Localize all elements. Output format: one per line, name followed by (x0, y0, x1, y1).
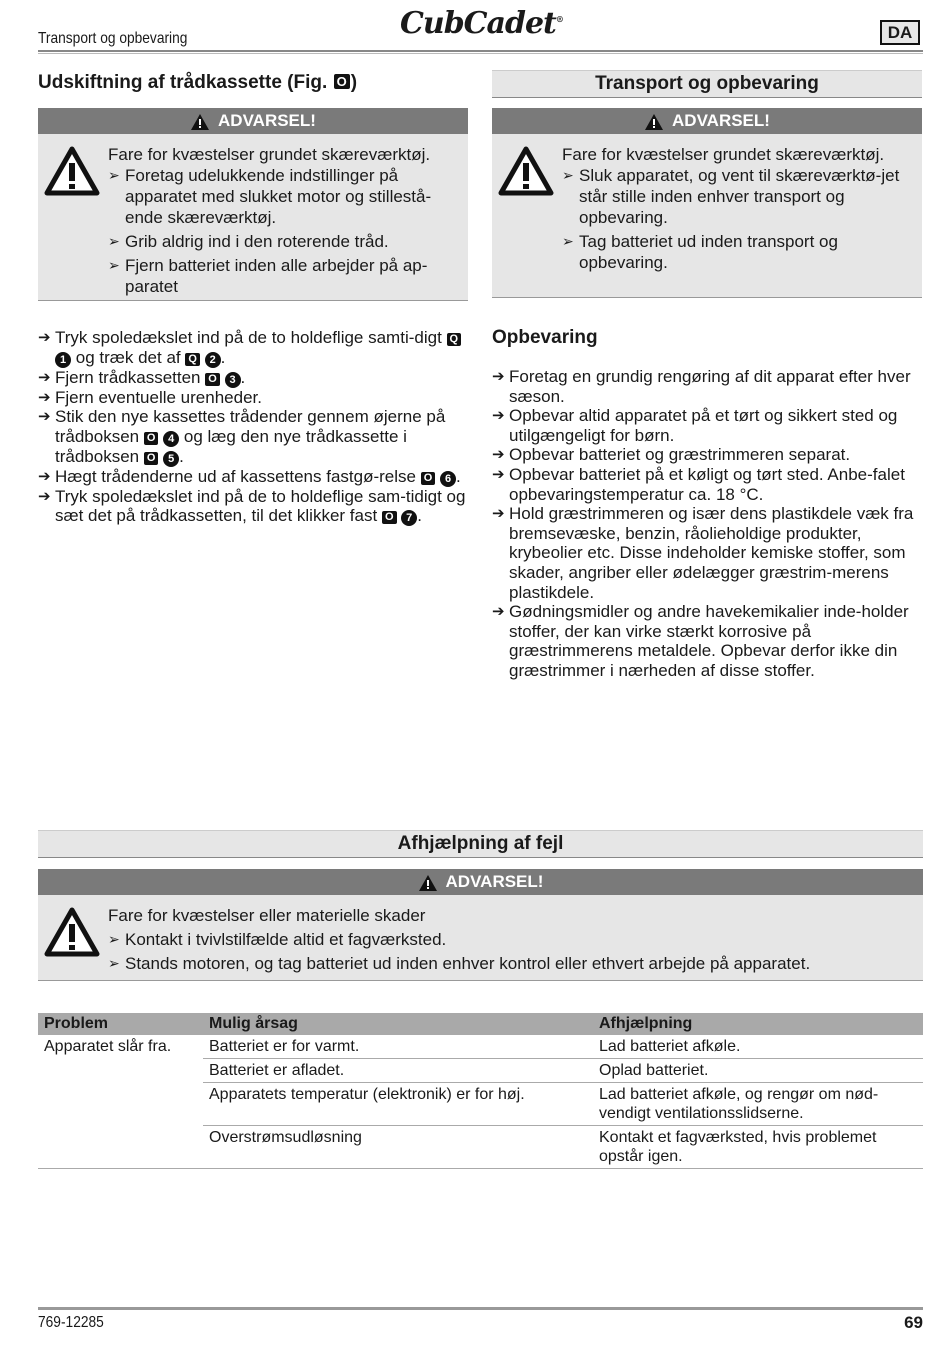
warning-header: ADVARSEL! (38, 869, 923, 895)
step-item: ➔ Tryk spoledækslet ind på de to holdeflige samti-digt Q 1 og træk det af Q 2 . (38, 328, 470, 368)
warning-box-troubleshooting (38, 869, 923, 981)
replacement-steps (38, 328, 470, 526)
fig-label: O (382, 511, 397, 524)
step-number: 4 (163, 431, 179, 447)
step-item: ➔ Tryk spoledækslet ind på de to holdeflige sam-tidigt og sæt det på trådkassetten, til det klikker fast O 7 . (38, 486, 466, 526)
step-number: 7 (401, 510, 417, 526)
header-divider (38, 50, 923, 52)
warning-box-left (38, 108, 468, 301)
step-number: 5 (163, 451, 179, 467)
column-header: Mulig årsag (203, 1013, 593, 1035)
remedy-cell: Oplad batteriet. (593, 1059, 923, 1083)
remedy-cell: Lad batteriet afkøle. (593, 1035, 923, 1059)
step-number: 3 (225, 372, 241, 388)
page-number: 69 (904, 1313, 923, 1332)
warning-triangle-icon (418, 874, 438, 892)
fig-label: O (144, 452, 159, 465)
storage-item: ➔ Opbevar batteriet på et køligt og tørt sted. Anbe-falet opbevaringstemperatur ca. 18 °C. (492, 464, 905, 504)
warning-header: ADVARSEL! (492, 108, 922, 134)
step-item: ➔ Hægt trådenderne ud af kassettens fastgø-relse O 6 . (38, 466, 461, 486)
section-title-troubleshooting: Afhjælpning af fejl (38, 830, 923, 858)
fig-label: O (334, 74, 350, 89)
brand-logo: CubCadet® (400, 6, 563, 41)
warning-triangle-icon (190, 113, 210, 131)
step-number: 2 (205, 352, 221, 368)
fig-label: Q (185, 353, 200, 366)
language-badge: DA (880, 20, 920, 45)
problem-cell: Apparatet slår fra. (38, 1035, 203, 1169)
warning-bullet: ➢ Grib aldrig ind i den roterende tråd. (108, 231, 462, 252)
warning-text: Fare for kvæstelser grundet skæreværktøj. ➢ Foretag udelukkende indstillinger på apparatet med slukket motor og stillestå-ende skæreværktøj. ➢ Grib aldrig ind i den roterende tråd. ➢ Fjern batteriet inden alle arbejder på ap-paratet (108, 144, 462, 297)
warning-bullet: ➢ Kontakt i tvivlstilfælde altid et fagværksted. (108, 929, 917, 950)
warning-bullet: ➢ Sluk apparatet, og vent til skæreværktø-jet står stille inden enhver transport og opbevaring. (562, 165, 916, 228)
warning-sign-icon (44, 907, 100, 957)
footer-divider (38, 1307, 923, 1310)
warning-bullet: ➢ Fjern batteriet inden alle arbejder på ap-paratet (108, 255, 462, 297)
column-header: Problem (38, 1013, 203, 1035)
warning-text: Fare for kvæstelser eller materielle skader ➢ Kontakt i tvivlstilfælde altid et fagværksted. ➢ Stands motoren, og tag batteriet ud inden enhver kontrol eller ethvert arbejde på apparatet. (108, 905, 917, 974)
warning-text: Fare for kvæstelser grundet skæreværktøj. ➢ Sluk apparatet, og vent til skæreværktø-jet står stille inden enhver transport og opbevaring. ➢ Tag batteriet ud inden transport og opbevaring. (562, 144, 916, 273)
document-number: 769-12285 (38, 1314, 104, 1331)
troubleshooting-table (38, 1013, 923, 1169)
storage-subheading: Opbevaring (492, 327, 598, 348)
cause-cell: Batteriet er for varmt. (203, 1035, 593, 1059)
storage-item: ➔ Foretag en grundig rengøring af dit apparat efter hver sæson. (492, 367, 911, 406)
storage-item: ➔ Opbevar altid apparatet på et tørt og sikkert sted og utilgængeligt for børn. (492, 406, 898, 445)
warning-box-right (492, 108, 922, 298)
cause-cell: Batteriet er afladet. (203, 1059, 593, 1083)
step-number: 1 (55, 352, 71, 368)
table-header-row (38, 1013, 923, 1035)
warning-bullet: ➢ Stands motoren, og tag batteriet ud inden enhver kontrol eller ethvert arbejde på apparatet. (108, 953, 917, 974)
remedy-cell: Lad batteriet afkøle, og rengør om nød-vendigt ventilationsslidserne. (593, 1083, 923, 1126)
fig-label: Q (447, 333, 462, 346)
warning-bullet: ➢ Foretag udelukkende indstillinger på apparatet med slukket motor og stillestå-ende skæreværktøj. (108, 165, 462, 228)
remedy-cell: Kontakt et fagværksted, hvis problemet opstår igen. (593, 1126, 923, 1169)
warning-sign-icon (44, 146, 100, 196)
step-item: ➔ Fjern eventuelle urenheder. (38, 387, 262, 407)
fig-label: O (205, 373, 220, 386)
column-header: Afhjælpning (593, 1013, 923, 1035)
cause-cell: Overstrømsudløsning (203, 1126, 593, 1169)
cause-cell: Apparatets temperatur (elektronik) er for høj. (203, 1083, 593, 1126)
warning-bullet: ➢ Tag batteriet ud inden transport og opbevaring. (562, 231, 916, 273)
storage-item: ➔ Hold græstrimmeren og især dens plastikdele væk fra bremsevæske, benzin, råolieholdige produkter, krybeolier etc. Disse indeholder kemiske stoffer, som skader, angriber eller ødelægger græstrim-merens plastikdele. (492, 504, 914, 602)
table-row (38, 1035, 923, 1059)
header-section-title: Transport og opbevaring (38, 30, 188, 47)
storage-item: ➔ Gødningsmidler og andre havekemikalier inde-holder stoffer, der kan virke stærkt korrosive på græstrimmerens metaldele. Opbevar derfor ikke din græstrimmer i nærheden af disse stoffer. (492, 602, 909, 680)
step-item: ➔ Fjern trådkassetten O 3 . (38, 367, 246, 387)
left-heading: Udskiftning af trådkassette (Fig. O ) (38, 72, 358, 93)
warning-triangle-icon (644, 113, 664, 131)
section-title-transport: Transport og opbevaring (492, 70, 922, 98)
warning-sign-icon (498, 146, 554, 196)
storage-list (492, 367, 924, 681)
fig-label: O (421, 472, 436, 485)
storage-item: ➔ Opbevar batteriet og græstrimmeren separat. (492, 445, 851, 465)
warning-header: ADVARSEL! (38, 108, 468, 134)
step-number: 6 (440, 471, 456, 487)
fig-label: O (144, 432, 159, 445)
step-item: ➔ Stik den nye kassettes trådender gennem øjerne på trådboksen O 4 og læg den nye trådkassette i trådboksen O 5 . (38, 407, 446, 466)
